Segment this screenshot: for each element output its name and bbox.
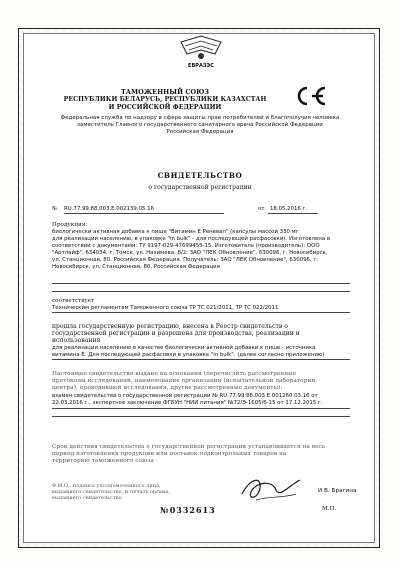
authority-line-3: Российская Федерация bbox=[166, 129, 234, 135]
usage-line-3: использования bbox=[52, 337, 101, 344]
union-line-3: И РОССИЙСКОЙ ФЕДЕРАЦИИ bbox=[108, 104, 222, 111]
union-line-2: РЕСПУБЛИКИ БЕЛАРУСЬ, РЕСПУБЛИКИ КАЗАХСТАН bbox=[63, 96, 267, 103]
signatory-name: И.В. Брагина bbox=[318, 488, 357, 494]
basis-line-2: протоколы исследований, наименование организации (испытательной лаборатории, bbox=[52, 378, 318, 384]
signatory-caption-2: выдавшего свидетельство, и печать органа, bbox=[52, 489, 171, 495]
authority-line-1: Федеральная служба по надзору в сфере защиты прав потребителей и благополучия человека bbox=[60, 115, 340, 121]
registration-date: 18.05.2016 г. bbox=[270, 206, 308, 212]
product-line-2: для реализации населению, в упаковке "in bulk" - для последующей расфасовки). Изготовлена в bbox=[52, 236, 331, 242]
product-line-3: соответствии с документами: ТУ 9197-029-47699455-15. Изготовитель (производитель): ООО bbox=[52, 243, 320, 249]
compliance-divider bbox=[52, 312, 350, 313]
eac-mark-icon bbox=[290, 84, 330, 108]
product-line-4: "Артлайф", 634034, г. Томск, ул. Нахимова, 8/2; ЗАО "ЛЕК Обновление", 630096, г. Новосибирск, bbox=[52, 250, 328, 256]
product-line-6: Новосибирск, ул. Станционная, 80, Российская Федерация bbox=[52, 264, 220, 270]
product-line-1: биологически активная добавка к пище "Витамин Е Реневал" (капсулы массой 330 мг bbox=[52, 229, 299, 235]
certificate-title: СВИДЕТЕЛЬСТВО bbox=[157, 171, 243, 180]
certificate-subtitle: о государственной регистрации bbox=[148, 184, 252, 191]
signatory-caption-1: Ф.И.О., подпись уполномоченного лица, bbox=[52, 483, 161, 489]
validity-line-2: период изготовления продукции или поставок подконтрольных товаров на bbox=[52, 451, 287, 457]
basis-line-1: Настоящее свидетельство выдано на основании (перечислить рассмотренные bbox=[52, 371, 297, 377]
usage-divider bbox=[52, 359, 350, 360]
registration-number-prefix: № bbox=[52, 206, 58, 212]
basis-handwritten-1: взамен свидетельства о государственной регистрации № RU.77.99.88.003.E.001260.03.16 от bbox=[52, 393, 318, 399]
registration-date-prefix: от bbox=[258, 206, 265, 212]
product-line-5: ул. Станционная, 80, Российская Федерация. Получатель: ЗАО "ЛЕК Обновление", 630096, г. bbox=[52, 257, 318, 263]
usage-handwritten-1: для реализации населению в качестве биологически активной добавки к пище - источника bbox=[52, 345, 316, 351]
registration-number-underline bbox=[64, 213, 224, 214]
eaeu-emblem-text: ЕВРАЗЭС bbox=[187, 63, 214, 69]
basis-divider-1 bbox=[52, 408, 350, 409]
product-divider-1 bbox=[52, 283, 350, 284]
compliance-text: Техническим регламентам Таможенного союза ТР ТС 021/2011, ТР ТС 022/2011 bbox=[52, 305, 279, 311]
compliance-label: соответствует bbox=[52, 298, 95, 304]
usage-handwritten-2: витамина Е. Для последующей расфасовки в упаковке "in bulk". (далее согласно приложению) bbox=[52, 352, 325, 358]
basis-line-3: центра), проводившей исследования, другие рассмотренные документы): bbox=[52, 385, 283, 391]
product-label: Продукция: bbox=[52, 222, 88, 228]
validity-line-3: территорию таможенного союза bbox=[52, 458, 154, 464]
usage-line-2: государственной регистрации и разрешена для производства, реализации и bbox=[52, 330, 300, 337]
signatory-caption-3: выдавшего свидетельство bbox=[52, 495, 122, 501]
form-number: №0332613 bbox=[160, 505, 216, 515]
usage-line-1: прошла государственную регистрацию, внесена в Реестр свидетельств о bbox=[52, 323, 288, 330]
basis-divider-2 bbox=[52, 416, 350, 417]
basis-handwritten-2: 22.03.2016 г., экспертное заключение ФГБУН "НИИ питания" №72/Э-1605/б-15 от 17.12.2015 г. bbox=[52, 400, 323, 406]
registration-date-underline bbox=[268, 213, 318, 214]
registration-number: RU.77.99.88.003.E.002139.05.16 bbox=[64, 206, 154, 212]
union-line-1: ТАМОЖЕННЫЙ СОЮЗ bbox=[120, 88, 210, 96]
handwritten-signature bbox=[236, 470, 306, 508]
stamp-label: М.П. bbox=[322, 506, 337, 512]
authority-line-2: заместитель Главного государственного санитарного врача Российской Федерации bbox=[77, 122, 323, 128]
product-divider-2 bbox=[52, 291, 350, 292]
validity-line-1: Срок действия свидетельства о государственной регистрации устанавливается на весь bbox=[52, 444, 326, 450]
